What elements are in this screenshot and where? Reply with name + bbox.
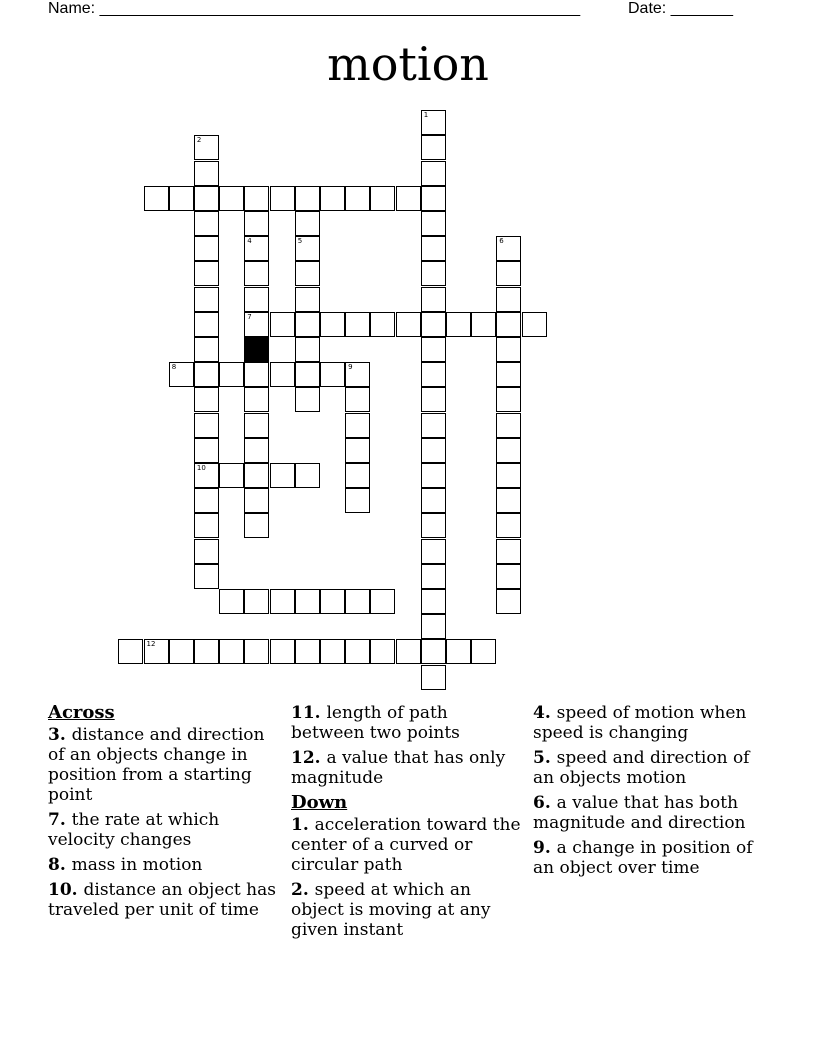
crossword-cell[interactable] [446,312,471,337]
clue-number: 7 [247,312,252,321]
crossword-cell[interactable] [295,639,320,664]
crossword-cell[interactable] [496,362,521,387]
crossword-cell[interactable] [421,488,446,513]
crossword-cell[interactable] [194,438,219,463]
crossword-cell[interactable] [295,362,320,387]
clue [48,880,280,920]
crossword-cell[interactable] [270,362,295,387]
crossword-cell[interactable] [421,186,446,211]
crossword-cell[interactable] [295,287,320,312]
crossword-cell[interactable] [320,589,345,614]
crossword-cell[interactable] [421,387,446,412]
crossword-cell[interactable] [270,639,295,664]
crossword-cell[interactable] [270,186,295,211]
crossword-cell[interactable] [244,513,269,538]
crossword-cell[interactable] [345,362,370,387]
crossword-cell[interactable] [421,413,446,438]
crossword-cell[interactable] [396,186,421,211]
clue [533,793,765,833]
clue-text: mass in motion [71,855,203,875]
crossword-cell[interactable] [144,639,169,664]
clue-number: 1 [423,111,429,120]
crossword-cell[interactable] [370,312,395,337]
clue-number: 1. [291,815,315,835]
crossword-cell[interactable] [370,639,395,664]
crossword-cell[interactable] [496,513,521,538]
crossword-cell[interactable] [421,337,446,362]
crossword-cell[interactable] [421,665,446,690]
crossword-cell[interactable] [219,639,244,664]
crossword-cell[interactable] [421,463,446,488]
crossword-cell[interactable] [244,589,269,614]
crossword-cell[interactable] [295,211,320,236]
crossword-cell[interactable] [295,387,320,412]
crossword-cell[interactable] [270,463,295,488]
clue-number: 5 [297,237,303,246]
crossword-cell[interactable] [496,488,521,513]
crossword-cell[interactable] [496,236,521,261]
clue [48,725,280,805]
crossword-cell[interactable] [244,413,269,438]
clue-number: 10. [48,880,84,900]
crossword-cell[interactable] [244,463,269,488]
clue-number: 6 [499,237,504,246]
crossword-cell[interactable] [320,312,345,337]
name-field[interactable]: Name: ______________________________________________________ [48,0,581,17]
clues-column-3 [533,703,765,883]
clue-number: 2 [196,136,202,145]
crossword-cell[interactable] [396,639,421,664]
clue-number: 6. [533,793,557,813]
date-field[interactable]: Date: _______ [628,0,733,17]
crossword-cell[interactable] [194,539,219,564]
crossword-cell[interactable] [194,488,219,513]
crossword-cell[interactable] [421,287,446,312]
crossword-cell[interactable] [421,513,446,538]
clue-number: 5. [533,748,557,768]
crossword-cell[interactable] [244,438,269,463]
clue [48,855,280,875]
crossword-cell[interactable] [345,413,370,438]
clue [291,880,523,940]
crossword-cell[interactable] [421,312,446,337]
clue-text: a change in position of an object over time [533,838,753,878]
clue-number: 8 [171,363,177,372]
crossword-cell[interactable] [118,639,143,664]
crossword-cell[interactable] [194,337,219,362]
crossword-cell[interactable] [421,438,446,463]
down-heading: Down [291,792,348,813]
crossword-cell[interactable] [244,488,269,513]
crossword-cell[interactable] [194,287,219,312]
clue-text: a value that has only magnitude [291,748,506,788]
crossword-cell[interactable] [295,463,320,488]
crossword-cell[interactable] [496,564,521,589]
crossword-cell[interactable] [421,236,446,261]
clue [291,703,523,743]
crossword-cell[interactable] [244,186,269,211]
clue-number: 11. [291,703,327,723]
crossword-cell[interactable] [320,362,345,387]
crossword-cell[interactable] [496,261,521,286]
crossword-cell[interactable] [421,110,446,135]
black-cell [244,337,269,362]
clue-text: acceleration toward the center of a curved or circular path [291,815,521,875]
crossword-cell[interactable] [345,186,370,211]
crossword-cell[interactable] [194,413,219,438]
crossword-cell[interactable] [244,261,269,286]
crossword-cell[interactable] [396,312,421,337]
clues-column-1 [48,703,280,925]
across-clue-list [48,725,280,920]
crossword-cell[interactable] [496,287,521,312]
clue-text: speed at which an object is moving at any given instant [291,880,491,940]
crossword-cell[interactable] [522,312,547,337]
crossword-cell[interactable] [345,639,370,664]
down-clue-list [291,815,523,940]
clue [533,703,765,743]
crossword-cell[interactable] [295,312,320,337]
crossword-cell[interactable] [194,211,219,236]
crossword-cell[interactable] [219,589,244,614]
crossword-cell[interactable] [244,639,269,664]
crossword-cell[interactable] [345,589,370,614]
crossword-cell[interactable] [270,312,295,337]
crossword-cell[interactable] [345,463,370,488]
crossword-cell[interactable] [421,639,446,664]
clue-number: 9. [533,838,557,858]
clue-number: 7. [48,810,72,830]
crossword-cell[interactable] [496,387,521,412]
crossword-cell[interactable] [144,186,169,211]
clue-number: 2. [291,880,315,900]
crossword-cell[interactable] [496,312,521,337]
crossword-cell[interactable] [194,639,219,664]
crossword-cell[interactable] [421,589,446,614]
clue-text: distance and direction of an objects change in position from a starting point [48,725,265,805]
clue-number: 9 [348,363,353,372]
clue-text: speed and direction of an objects motion [533,748,750,788]
page-title: motion [327,37,489,91]
clue-number: 4 [247,237,252,246]
crossword-cell[interactable] [421,211,446,236]
crossword-cell[interactable] [320,639,345,664]
crossword-cell[interactable] [421,614,446,639]
crossword-cell[interactable] [345,438,370,463]
clue [533,748,765,788]
crossword-cell[interactable] [244,287,269,312]
clue [291,748,523,788]
crossword-cell[interactable] [295,186,320,211]
crossword-cell[interactable] [471,312,496,337]
crossword-cell[interactable] [496,413,521,438]
crossword-cell[interactable] [496,337,521,362]
clue [533,838,765,878]
crossword-cell[interactable] [270,589,295,614]
crossword-cell[interactable] [244,236,269,261]
crossword-cell[interactable] [345,387,370,412]
clue-number: 10 [196,464,206,472]
crossword-cell[interactable] [421,161,446,186]
crossword-cell[interactable] [219,463,244,488]
crossword-cell[interactable] [194,362,219,387]
crossword-cell[interactable] [194,161,219,186]
crossword-cell[interactable] [194,261,219,286]
clue [48,810,280,850]
crossword-cell[interactable] [169,639,194,664]
crossword-cell[interactable] [421,261,446,286]
crossword-cell[interactable] [219,186,244,211]
crossword-cell[interactable] [421,539,446,564]
crossword-cell[interactable] [496,589,521,614]
crossword-cell[interactable] [421,362,446,387]
clue-text: length of path between two points [291,703,460,743]
crossword-cell[interactable] [446,639,471,664]
clue-text: the rate at which velocity changes [48,810,220,850]
clue-number: 8. [48,855,72,875]
crossword-cell[interactable] [194,513,219,538]
crossword-cell[interactable] [496,438,521,463]
across-heading: Across [48,702,115,723]
crossword-cell[interactable] [345,312,370,337]
crossword-cell[interactable] [219,362,244,387]
clue [291,815,523,875]
clue-text: a value that has both magnitude and direction [533,793,746,833]
crossword-cell[interactable] [496,539,521,564]
down-clue-list-continued [533,703,765,878]
clue-number: 3. [48,725,72,745]
crossword-cell[interactable] [194,387,219,412]
crossword-cell[interactable] [295,589,320,614]
clue-number: 12 [146,640,156,649]
across-clue-list-continued [291,703,523,788]
crossword-cell[interactable] [194,312,219,337]
clue-text: speed of motion when speed is changing [533,703,747,743]
crossword-cell[interactable] [194,463,219,488]
crossword-cell[interactable] [244,211,269,236]
crossword-cell[interactable] [169,186,194,211]
crossword-cell[interactable] [471,639,496,664]
crossword-cell[interactable] [320,186,345,211]
clues-column-2 [291,703,523,945]
clue-number: 12. [291,748,327,768]
crossword-cell[interactable] [194,135,219,160]
crossword-cell[interactable] [345,488,370,513]
crossword-cell[interactable] [244,362,269,387]
crossword-cell[interactable] [370,186,395,211]
crossword-cell[interactable] [295,236,320,261]
crossword-cell[interactable] [194,186,219,211]
crossword-cell[interactable] [295,261,320,286]
crossword-cell[interactable] [421,564,446,589]
crossword-cell[interactable] [194,564,219,589]
crossword-cell[interactable] [370,589,395,614]
crossword-cell[interactable] [496,463,521,488]
clue-number: 4. [533,703,557,723]
crossword-cell[interactable] [244,312,269,337]
crossword-cell[interactable] [244,387,269,412]
crossword-cell[interactable] [169,362,194,387]
clue-text: distance an object has traveled per unit of time [48,880,276,920]
crossword-cell[interactable] [295,337,320,362]
crossword-cell[interactable] [194,236,219,261]
crossword-cell[interactable] [421,135,446,160]
